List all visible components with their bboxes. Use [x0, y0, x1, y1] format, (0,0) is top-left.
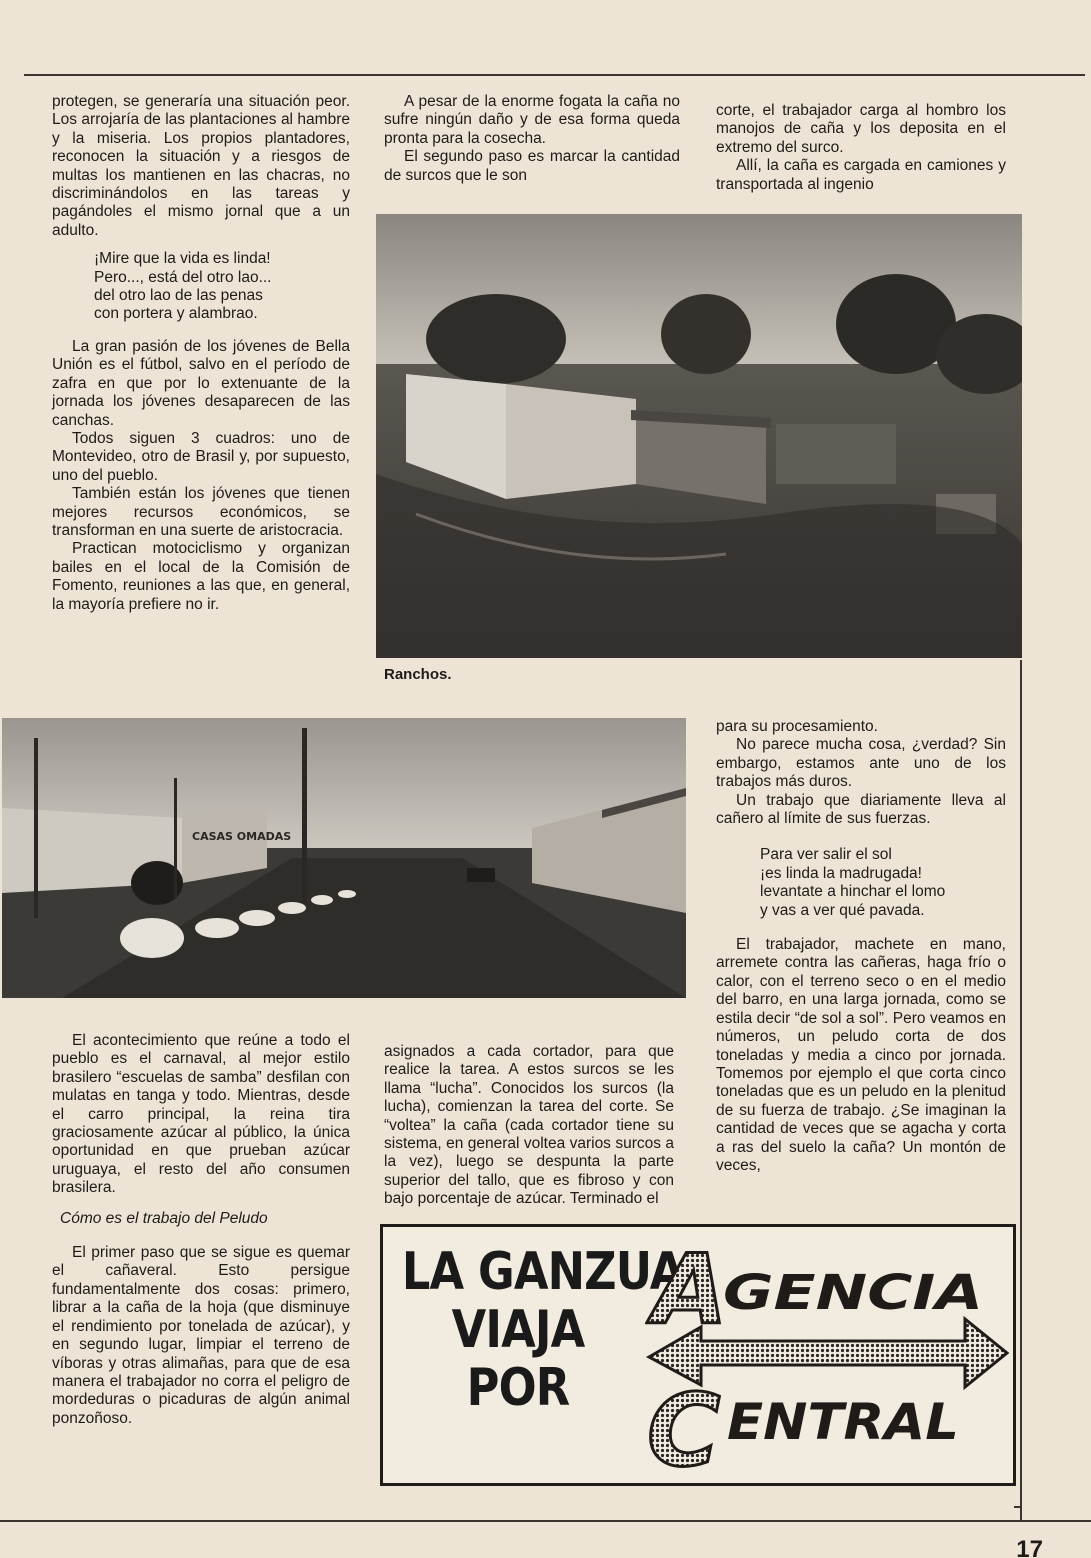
brand-top-word: GENCIA: [723, 1265, 983, 1321]
verse-line: Pero..., está del otro lao...: [94, 268, 272, 286]
paragraph: para su procesamiento.: [716, 718, 878, 735]
verse-line: ¡es linda la madrugada!: [760, 864, 922, 882]
storefront-sign: CASAS OMADAS: [192, 830, 292, 843]
verse: [94, 250, 350, 324]
column-1-top: [52, 93, 350, 614]
brand-initial-c: C: [647, 1372, 721, 1481]
brand-bottom-word: ENTRAL: [727, 1393, 959, 1451]
agencia-central-logo: [645, 1233, 1013, 1481]
ranchos-illustration: [376, 214, 1022, 658]
agencia-central-ad: [380, 1224, 1016, 1486]
paragraph: protegen, se generaría una situación peor. Los arrojaría de las plantaciones al hambre y la miseria. Los propios plantadores, reconocen la situación y a riesgos de multas los mantienen en las chacras, no discriminándolos en las tareas y pagándoles el mismo jornal que a un adulto.: [52, 93, 350, 239]
ad-line-2: VIAJA: [451, 1300, 585, 1360]
column-2-top: [384, 93, 680, 185]
paragraph: No parece mucha cosa, ¿verdad? Sin embargo, estamos ante uno de los trabajos más duros.: [716, 736, 1006, 791]
paragraph: Todos siguen 3 cuadros: uno de Montevideo, otro de Brasil y, por supuesto, uno del pueblo.: [52, 429, 350, 484]
column-1-bottom: [52, 1032, 350, 1428]
verse-line: del otro lao de las penas: [94, 287, 263, 305]
frame-corner: [1014, 1506, 1022, 1508]
bottom-rule: [0, 1520, 1091, 1522]
paragraph: La gran pasión de los jóvenes de Bella Unión es el fútbol, salvo en el período de zafra en que por lo extenuante de la jornada los jóvenes desaparecen de las canchas.: [52, 337, 350, 429]
paragraph: El trabajador, machete en mano, arremete contra las cañeras, haga frío o calor, con el terreno seco o en el medio del barro, en una larga jornada, como se estila decir “de sol a sol”. Pero veamos en números, un peludo corta de dos toneladas y media a cinco por jornada. Tomemos por ejemplo el que corta cinco toneladas que es un peludo en la plenitud de su fuerza de trabajo. ¿Se imaginan la cantidad de veces que se agacha y corta a ras del suelo la caña? Un montón de veces,: [716, 936, 1006, 1174]
ad-slogan: [383, 1242, 684, 1418]
column-3-middle: [716, 718, 1006, 1175]
paragraph: También están los jóvenes que tienen mejores recursos económicos, se transforman en una suerte de aristocracia.: [52, 485, 350, 539]
verse: [760, 846, 1006, 920]
verse-line: con portera y alambrao.: [94, 305, 258, 323]
photo-caption: Ranchos.: [384, 666, 452, 683]
paragraph: El segundo paso es marcar la cantidad de surcos que le son: [384, 148, 680, 184]
verse-line: y vas a ver qué pavada.: [760, 901, 925, 919]
paragraph: Practican motociclismo y organizan bailes en el local de la Comisión de Fomento, reuniones a las que, en general, la mayoría prefiere no ir.: [52, 540, 350, 613]
column-2-bottom: [384, 1043, 674, 1209]
column-3-top: [716, 102, 1006, 194]
ranchos-photo: [376, 214, 1022, 658]
verse-line: levantate a hinchar el lomo: [760, 883, 946, 901]
paragraph: El primer paso que se sigue es quemar el cañaveral. Esto persigue fundamentalmente dos cosas: primero, librar a la caña de la hoja (que disminuye el rendimiento por tonelada de azúcar), y en segundo lugar, limpiar el terreno de víboras y otras alimañas, para que de esa manera el trabajador no corra el peligro de mordeduras o picaduras de algún animal ponzoñoso.: [52, 1244, 350, 1427]
paragraph: asignados a cada cortador, para que realice la tarea. A estos surcos se les llama “lucha”. Conocidos los surcos (la lucha), comienzan la tarea del corte. Se “voltea” la caña (cada cortador tiene su sistema, en general voltea varios surcos a la vez), luego se despunta la parte superior del tallo, que es fibroso y con bajo porcentaje de azúcar. Terminado el: [384, 1043, 674, 1208]
paragraph: corte, el trabajador carga al hombro los manojos de caña y los deposita en el extremo del surco.: [716, 102, 1006, 156]
paragraph: El acontecimiento que reúne a todo el pueblo es el carnaval, al mejor estilo brasilero “escuelas de samba” desfilan con mulatas en tanga y todo. Mientras, desde el carro principal, la reina tira graciosamente azúcar al público, la única oportunidad en que prueban azúcar uruguaya, el resto del año consumen brasilera.: [52, 1032, 350, 1197]
paragraph: Un trabajo que diariamente lleva al cañero al límite de sus fuerzas.: [716, 791, 1006, 828]
street-photo: [2, 718, 686, 998]
paragraph: A pesar de la enorme fogata la caña no sufre ningún daño y de esa forma queda pronta para la cosecha.: [384, 93, 680, 147]
top-rule: [24, 74, 1085, 76]
verse-line: Para ver salir el sol: [760, 846, 892, 864]
frame-right-line: [1020, 660, 1022, 1520]
ad-line-3: POR: [466, 1358, 570, 1418]
street-illustration: [2, 718, 686, 998]
ad-line-1: LA GANZUA: [401, 1242, 684, 1302]
paragraph: Allí, la caña es cargada en camiones y transportada al ingenio: [716, 157, 1006, 193]
page-number: 17: [1016, 1536, 1043, 1558]
brand-initial-a: A: [653, 1234, 728, 1346]
verse-line: ¡Mire que la vida es linda!: [94, 250, 271, 268]
section-subhead: Cómo es el trabajo del Peludo: [60, 1209, 268, 1227]
